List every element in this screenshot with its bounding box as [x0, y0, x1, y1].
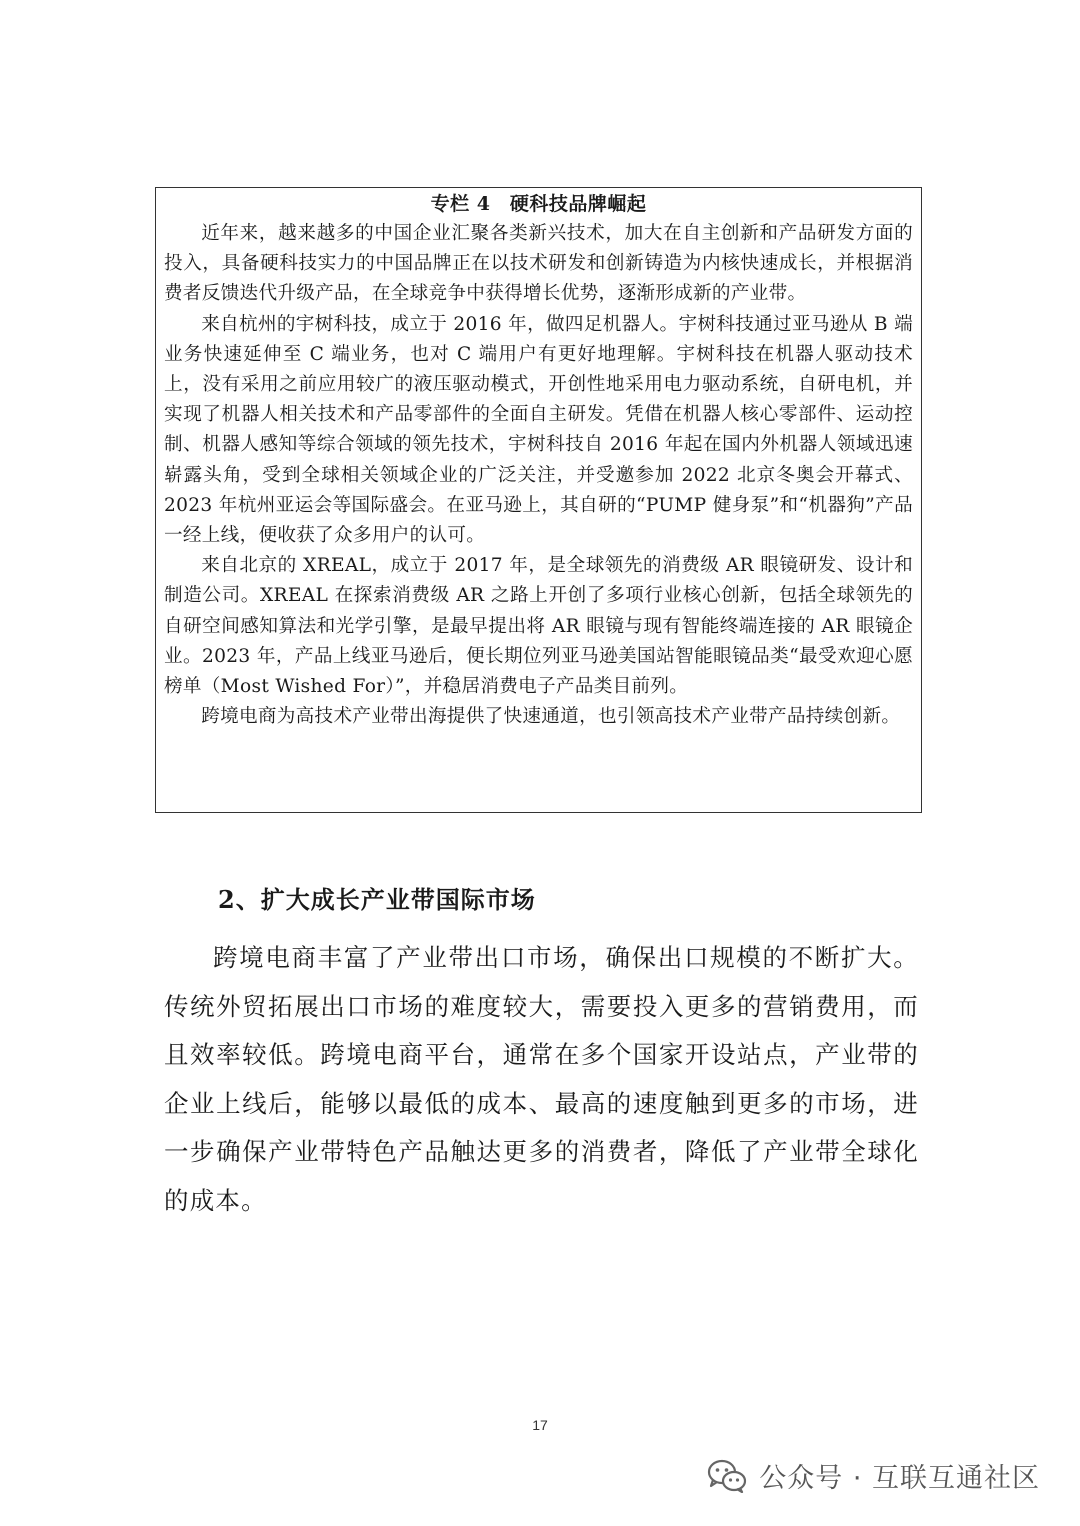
watermark-text: 公众号 · 互联互通社区: [759, 1463, 1040, 1494]
section-body-paragraph: 跨境电商丰富了产业带出口市场，确保出口规模的不断扩大。传统外贸拓展出口市场的难度较大，需要投入更多的营销费用，而且效率较低。跨境电商平台，通常在多个国家开设站点，产业带的企业上线后，能够以最低的成本、最高的速度触到更多的市场，进一步确保产业带特色产品触达更多的消费者，降低了产业带全球化的成本。: [164, 943, 919, 1215]
page-number: 17: [532, 1417, 548, 1433]
box-paragraph-intro: 近年来，越来越多的中国企业汇聚各类新兴技术，加大在自主创新和产品研发方面的投入，具备硬科技实力的中国品牌正在以技术研发和创新铸造为内核快速成长，并根据消费者反馈迭代升级产品，在全球竞争中获得增长优势，逐渐形成新的产业带。: [164, 223, 913, 305]
box-paragraph-conclusion: 跨境电商为高技术产业带出海提供了快速通道，也引领高技术产业带产品持续创新。: [201, 706, 901, 728]
box-paragraph-unitree: 来自杭州的宇树科技，成立于 2016 年，做四足机器人。宇树科技通过亚马逊从 B 端业务快速延伸至 C 端业务，也对 C 端用户有更好地理解。宇树科技在机器人驱动技术上，没有采用之前应用较广的液压驱动模式，开创性地采用电力驱动系统，自研电机，并实现了机器人相关技术和产品零部件的全面自主研发。凭借在机器人核心零部件、运动控制、机器人感知等综合领域的领先技术，宇树科技自 2016 年起在国内外机器人领域迅速崭露头角，受到全球相关领域企业的广泛关注，并受邀参加 2022 北京冬奥会开幕式、2023 年杭州亚运会等国际盛会。在亚马逊上，其自研的“PUMP 健身泵”和“机器狗”产品一经上线，便收获了众多用户的认可。: [164, 313, 913, 547]
watermark: [707, 1456, 1040, 1495]
box-paragraph-xreal: 来自北京的 XREAL，成立于 2017 年，是全球领先的消费级 AR 眼镜研发、设计和制造公司。XREAL 在探索消费级 AR 之路上开创了多项行业核心创新，包括全球领先的自研空间感知算法和光学引擎，是最早提出将 AR 眼镜与现有智能终端连接的 AR 眼镜企业。2023 年，产品上线亚马逊后，便长期位列亚马逊美国站智能眼镜品类“最受欢迎心愿榜单（Most Wished For）”，并稳居消费电子产品类目前列。: [164, 555, 913, 698]
box-title: 专栏 4 硬科技品牌崛起: [430, 193, 647, 215]
wechat-icon: [707, 1459, 747, 1493]
feature-box-column-4: [155, 187, 922, 813]
section-heading: 2、扩大成长产业带国际市场: [218, 885, 536, 914]
